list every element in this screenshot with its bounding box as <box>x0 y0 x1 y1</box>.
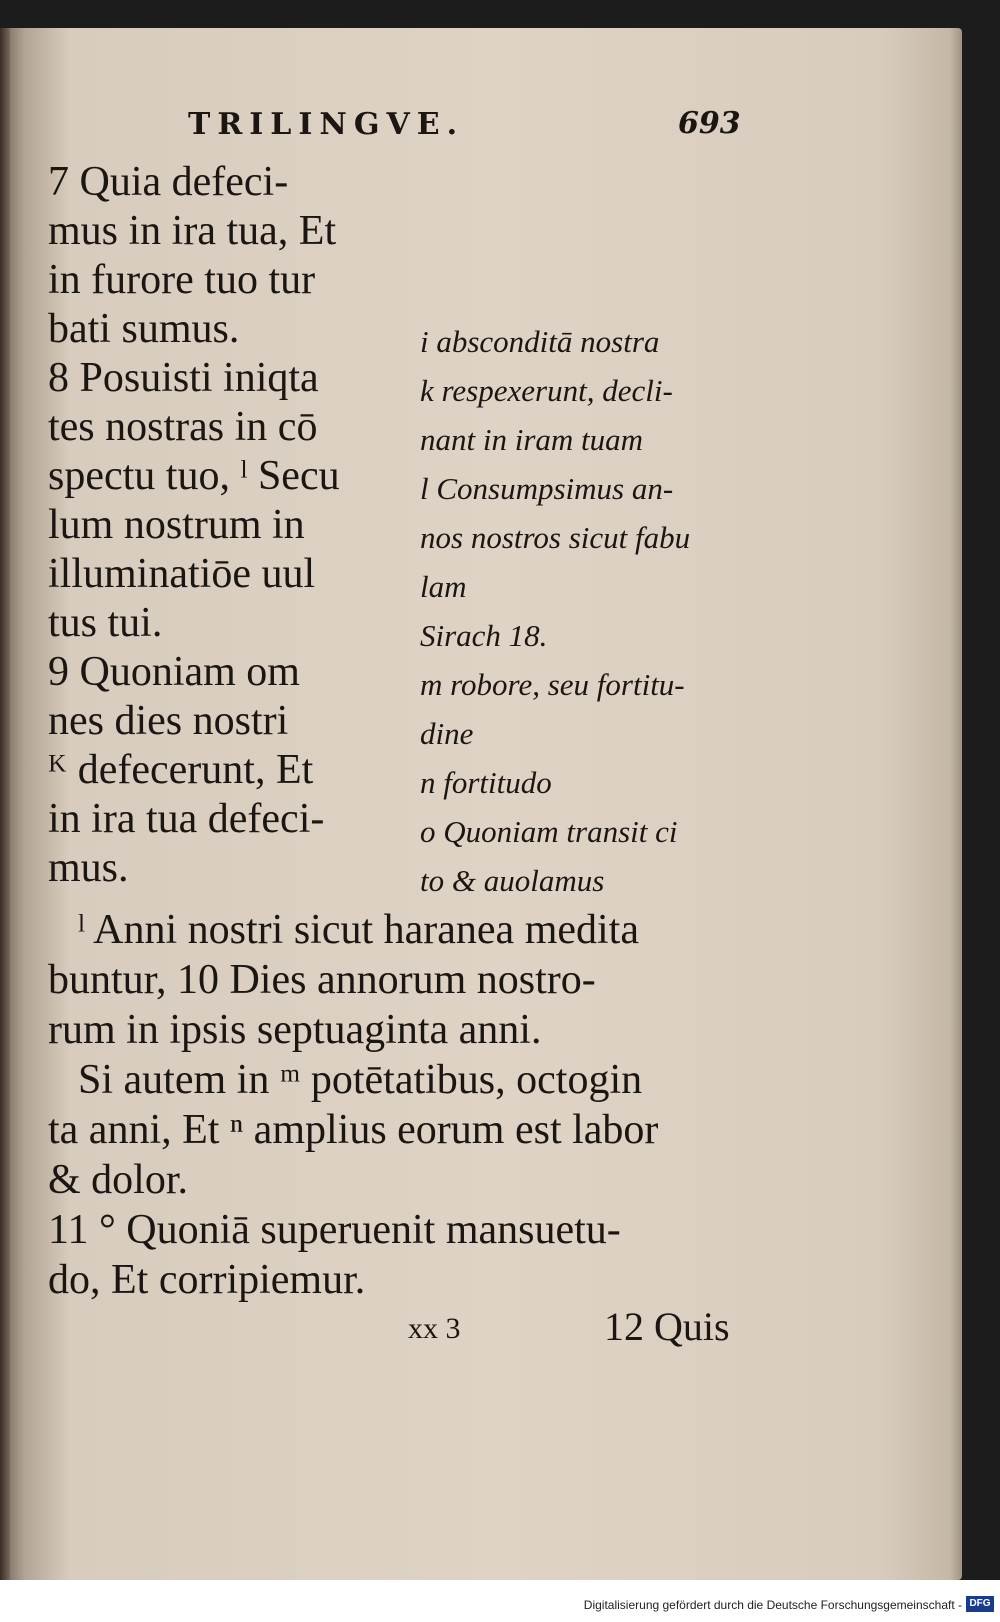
full-line: buntur, 10 Dies annorum nostro- <box>48 957 596 1003</box>
main-line: 7 Quia defeci- <box>48 159 289 205</box>
catchword: 12 Quis <box>604 1304 730 1349</box>
main-line: spectu tuo, ˡ Secu <box>48 453 340 499</box>
running-title: TRILINGVE. <box>188 107 465 142</box>
gloss-line: i absconditā nostra <box>420 324 660 359</box>
main-line: lum nostrum in <box>48 502 305 548</box>
full-line: ˡ Anni nostri sicut haranea medita <box>78 907 639 953</box>
main-line: tus tui. <box>48 600 163 646</box>
digitization-credit: Digitalisierung gefördert durch die Deutsche Forschungsgemeinschaft - <box>583 1598 962 1612</box>
main-line: mus. <box>48 845 129 891</box>
gloss-line: to & auolamus <box>420 863 605 898</box>
gloss-line: m robore, seu fortitu- <box>420 667 685 702</box>
main-line: illuminatiōe uul <box>48 551 316 597</box>
main-line: in ira tua defeci- <box>48 796 325 842</box>
page-number: 693 <box>678 106 741 141</box>
main-line: mus in ira tua, Et <box>48 208 337 254</box>
gloss-line: nant in iram tuam <box>420 422 644 457</box>
gloss-line: nos nostros sicut fabu <box>420 520 691 555</box>
gloss-line: k respexerunt, decli- <box>420 373 673 408</box>
full-line: do, Et corripiemur. <box>48 1257 366 1303</box>
gloss-line: dine <box>420 716 474 751</box>
full-line: & dolor. <box>48 1157 189 1203</box>
gloss-line: lam <box>420 569 467 604</box>
main-line: tes nostras in cō <box>48 404 318 450</box>
full-line: rum in ipsis septuaginta anni. <box>48 1007 542 1053</box>
main-line: bati sumus. <box>48 306 240 352</box>
main-line: 9 Quoniam om <box>48 649 300 695</box>
main-line: ᴷ defecerunt, Et <box>48 747 314 793</box>
gloss-line: n fortitudo <box>420 765 552 800</box>
full-line: ta anni, Et ⁿ amplius eorum est labor <box>48 1107 659 1153</box>
main-line: 8 Posuisti iniqta <box>48 355 319 401</box>
signature-mark: xx 3 <box>408 1312 461 1345</box>
page-binding-edge <box>0 28 10 1580</box>
main-line: nes dies nostri <box>48 698 289 744</box>
gloss-line: Sirach 18. <box>420 618 548 653</box>
dfg-logo: DFG <box>966 1596 994 1612</box>
gloss-line: o Quoniam transit ci <box>420 814 678 849</box>
gloss-line: l Consumpsimus an- <box>420 471 674 506</box>
full-line: Si autem in ᵐ potētatibus, octogin <box>78 1057 643 1103</box>
full-line: 11 ° Quoniā superuenit mansuetu- <box>48 1207 621 1253</box>
main-line: in furore tuo tur <box>48 257 316 303</box>
